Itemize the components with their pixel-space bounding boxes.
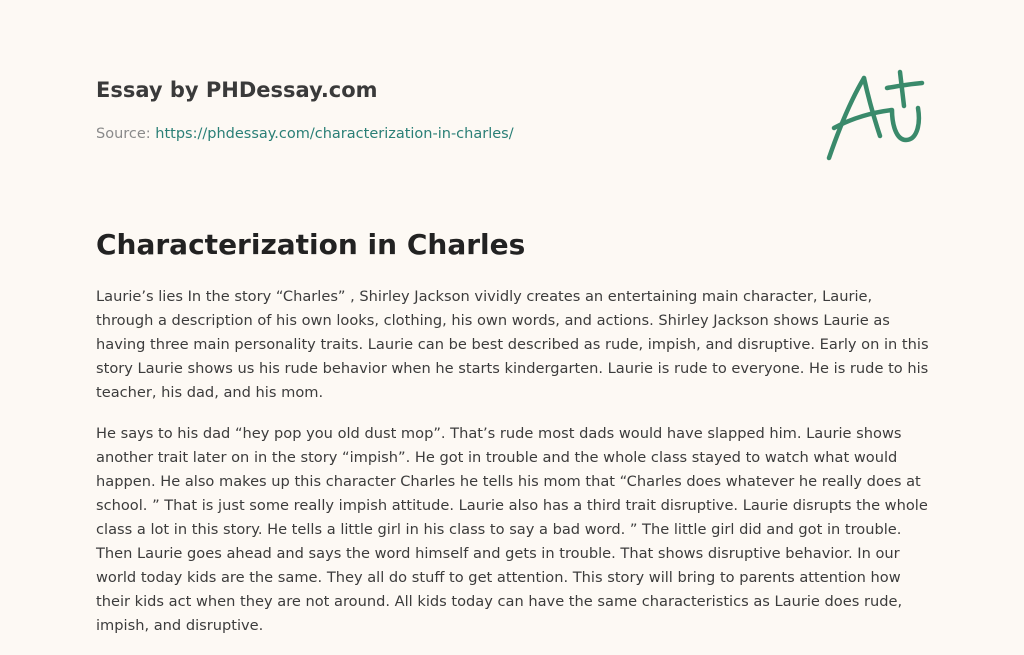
essay-paragraph: Laurie’s lies In the story “Charles” , Shirley Jackson vividly creates an entertaining main character, Laurie, through a description of his own looks, clothing, his own words, and actions. Shirley Jackson shows Laurie as having three main personality traits. Laurie can be best described as rude, impish, and disruptive. Early on in this story Laurie shows us his rude behavior when he starts kindergarten. Laurie is rude to everyone. He is rude to his teacher, his dad, and his mom.	[96, 288, 929, 401]
essay-paragraph: He says to his dad “hey pop you old dust mop”. That’s rude most dads would have slapped him. Laurie shows another trait later on in the story “impish”. He got in trouble and the whole class stayed to watch what would happen. He also makes up this character Charles he tells his mom that “Charles does whatever he really does at school. ” That is just some really impish attitude. Laurie also has a third trait disruptive. Laurie disrupts the whole class a lot in this story. He tells a little girl in his class to say a bad word. ” The little girl did and got in trouble. Then Laurie goes ahead and says the word himself and gets in trouble. That shows disruptive behavior. In our world today kids are the same. They all do stuff to get attention. This story will bring to parents attention how their kids act when they are not around. All kids today can have the same characteristics as Laurie does rude, impish, and disruptive.	[96, 425, 928, 634]
source-line	[96, 124, 796, 144]
source-link[interactable]: https://phdessay.com/characterization-in-charles/	[155, 126, 514, 142]
brand-title: Essay by PHDessay.com	[96, 78, 378, 102]
essay-title: Characterization in Charles	[96, 228, 526, 261]
essay-body	[96, 285, 932, 655]
a-plus-grade-icon	[818, 66, 930, 166]
page-header	[96, 76, 796, 144]
source-label: Source:	[96, 126, 151, 142]
